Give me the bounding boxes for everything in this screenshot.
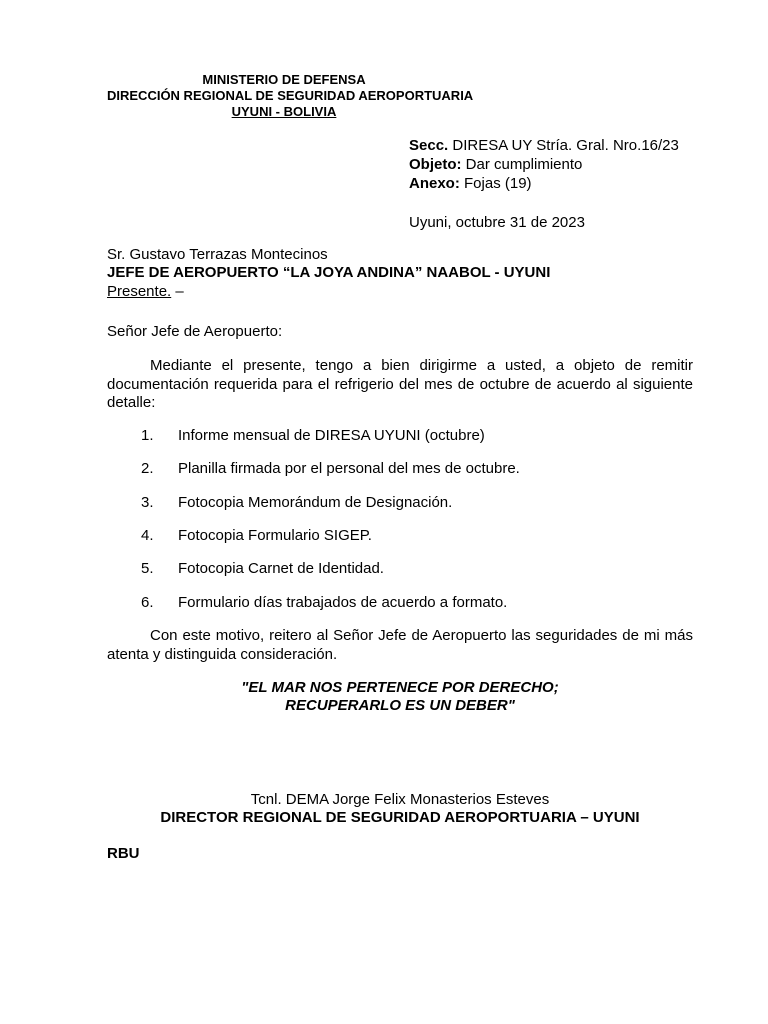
list-item-number: 5. [141,560,154,577]
list-item: Informe mensual de DIRESA UYUNI (octubre) [178,427,485,444]
intro-paragraph: Mediante el presente, tengo a bien dirigirme a usted, a objeto de remitir documentación requerida para el refrigerio del mes de octubre de acuerdo al siguiente detalle: [107,357,693,411]
presente-label: Presente. [107,283,172,300]
recipient-presente [107,283,184,301]
salutation: Señor Jefe de Aeropuerto: [107,323,283,340]
closing-paragraph: Con este motivo, reitero al Señor Jefe de Aeropuerto las seguridades de mi más atenta y distinguida consideración. [107,627,693,663]
list-item: Fotocopia Memorándum de Designación. [178,494,453,511]
letterhead-ministry: MINISTERIO DE DEFENSA [202,72,366,87]
signatory-title: DIRECTOR REGIONAL DE SEGURIDAD AEROPORTUARIA – UYUNI [160,809,640,826]
motto-line-1: "EL MAR NOS PERTENECE POR DERECHO; [241,679,559,696]
list-item-number: 6. [141,594,154,611]
reference-secc [409,137,679,155]
presente-suffix: – [171,283,184,300]
secc-label: Secc. [409,137,449,154]
reference-anexo [409,175,532,193]
objeto-value: Dar cumplimiento [461,156,583,173]
objeto-label: Objeto: [409,156,462,173]
letter-date: Uyuni, octubre 31 de 2023 [409,214,585,231]
list-item-number: 1. [141,427,154,444]
recipient-title: JEFE DE AEROPUERTO “LA JOYA ANDINA” NAABOL - UYUNI [107,264,551,281]
reference-objeto [409,156,582,174]
signatory-name: Tcnl. DEMA Jorge Felix Monasterios Esteves [250,791,550,808]
motto-line-2: RECUPERARLO ES UN DEBER" [285,697,515,714]
anexo-value: Fojas (19) [459,175,532,192]
list-item: Fotocopia Carnet de Identidad. [178,560,384,577]
list-item: Planilla firmada por el personal del mes de octubre. [178,460,520,477]
letterhead-direction: DIRECCIÓN REGIONAL DE SEGURIDAD AEROPORTUARIA [107,88,474,103]
letterhead-location: UYUNI - BOLIVIA [231,104,337,119]
list-item: Formulario días trabajados de acuerdo a formato. [178,594,508,611]
list-item: Fotocopia Formulario SIGEP. [178,527,372,544]
typist-initials: RBU [107,845,140,862]
list-item-number: 3. [141,494,154,511]
secc-value: DIRESA UY Stría. Gral. Nro.16/23 [448,137,679,154]
list-item-number: 2. [141,460,154,477]
recipient-name: Sr. Gustavo Terrazas Montecinos [107,246,328,263]
anexo-label: Anexo: [409,175,460,192]
list-item-number: 4. [141,527,154,544]
